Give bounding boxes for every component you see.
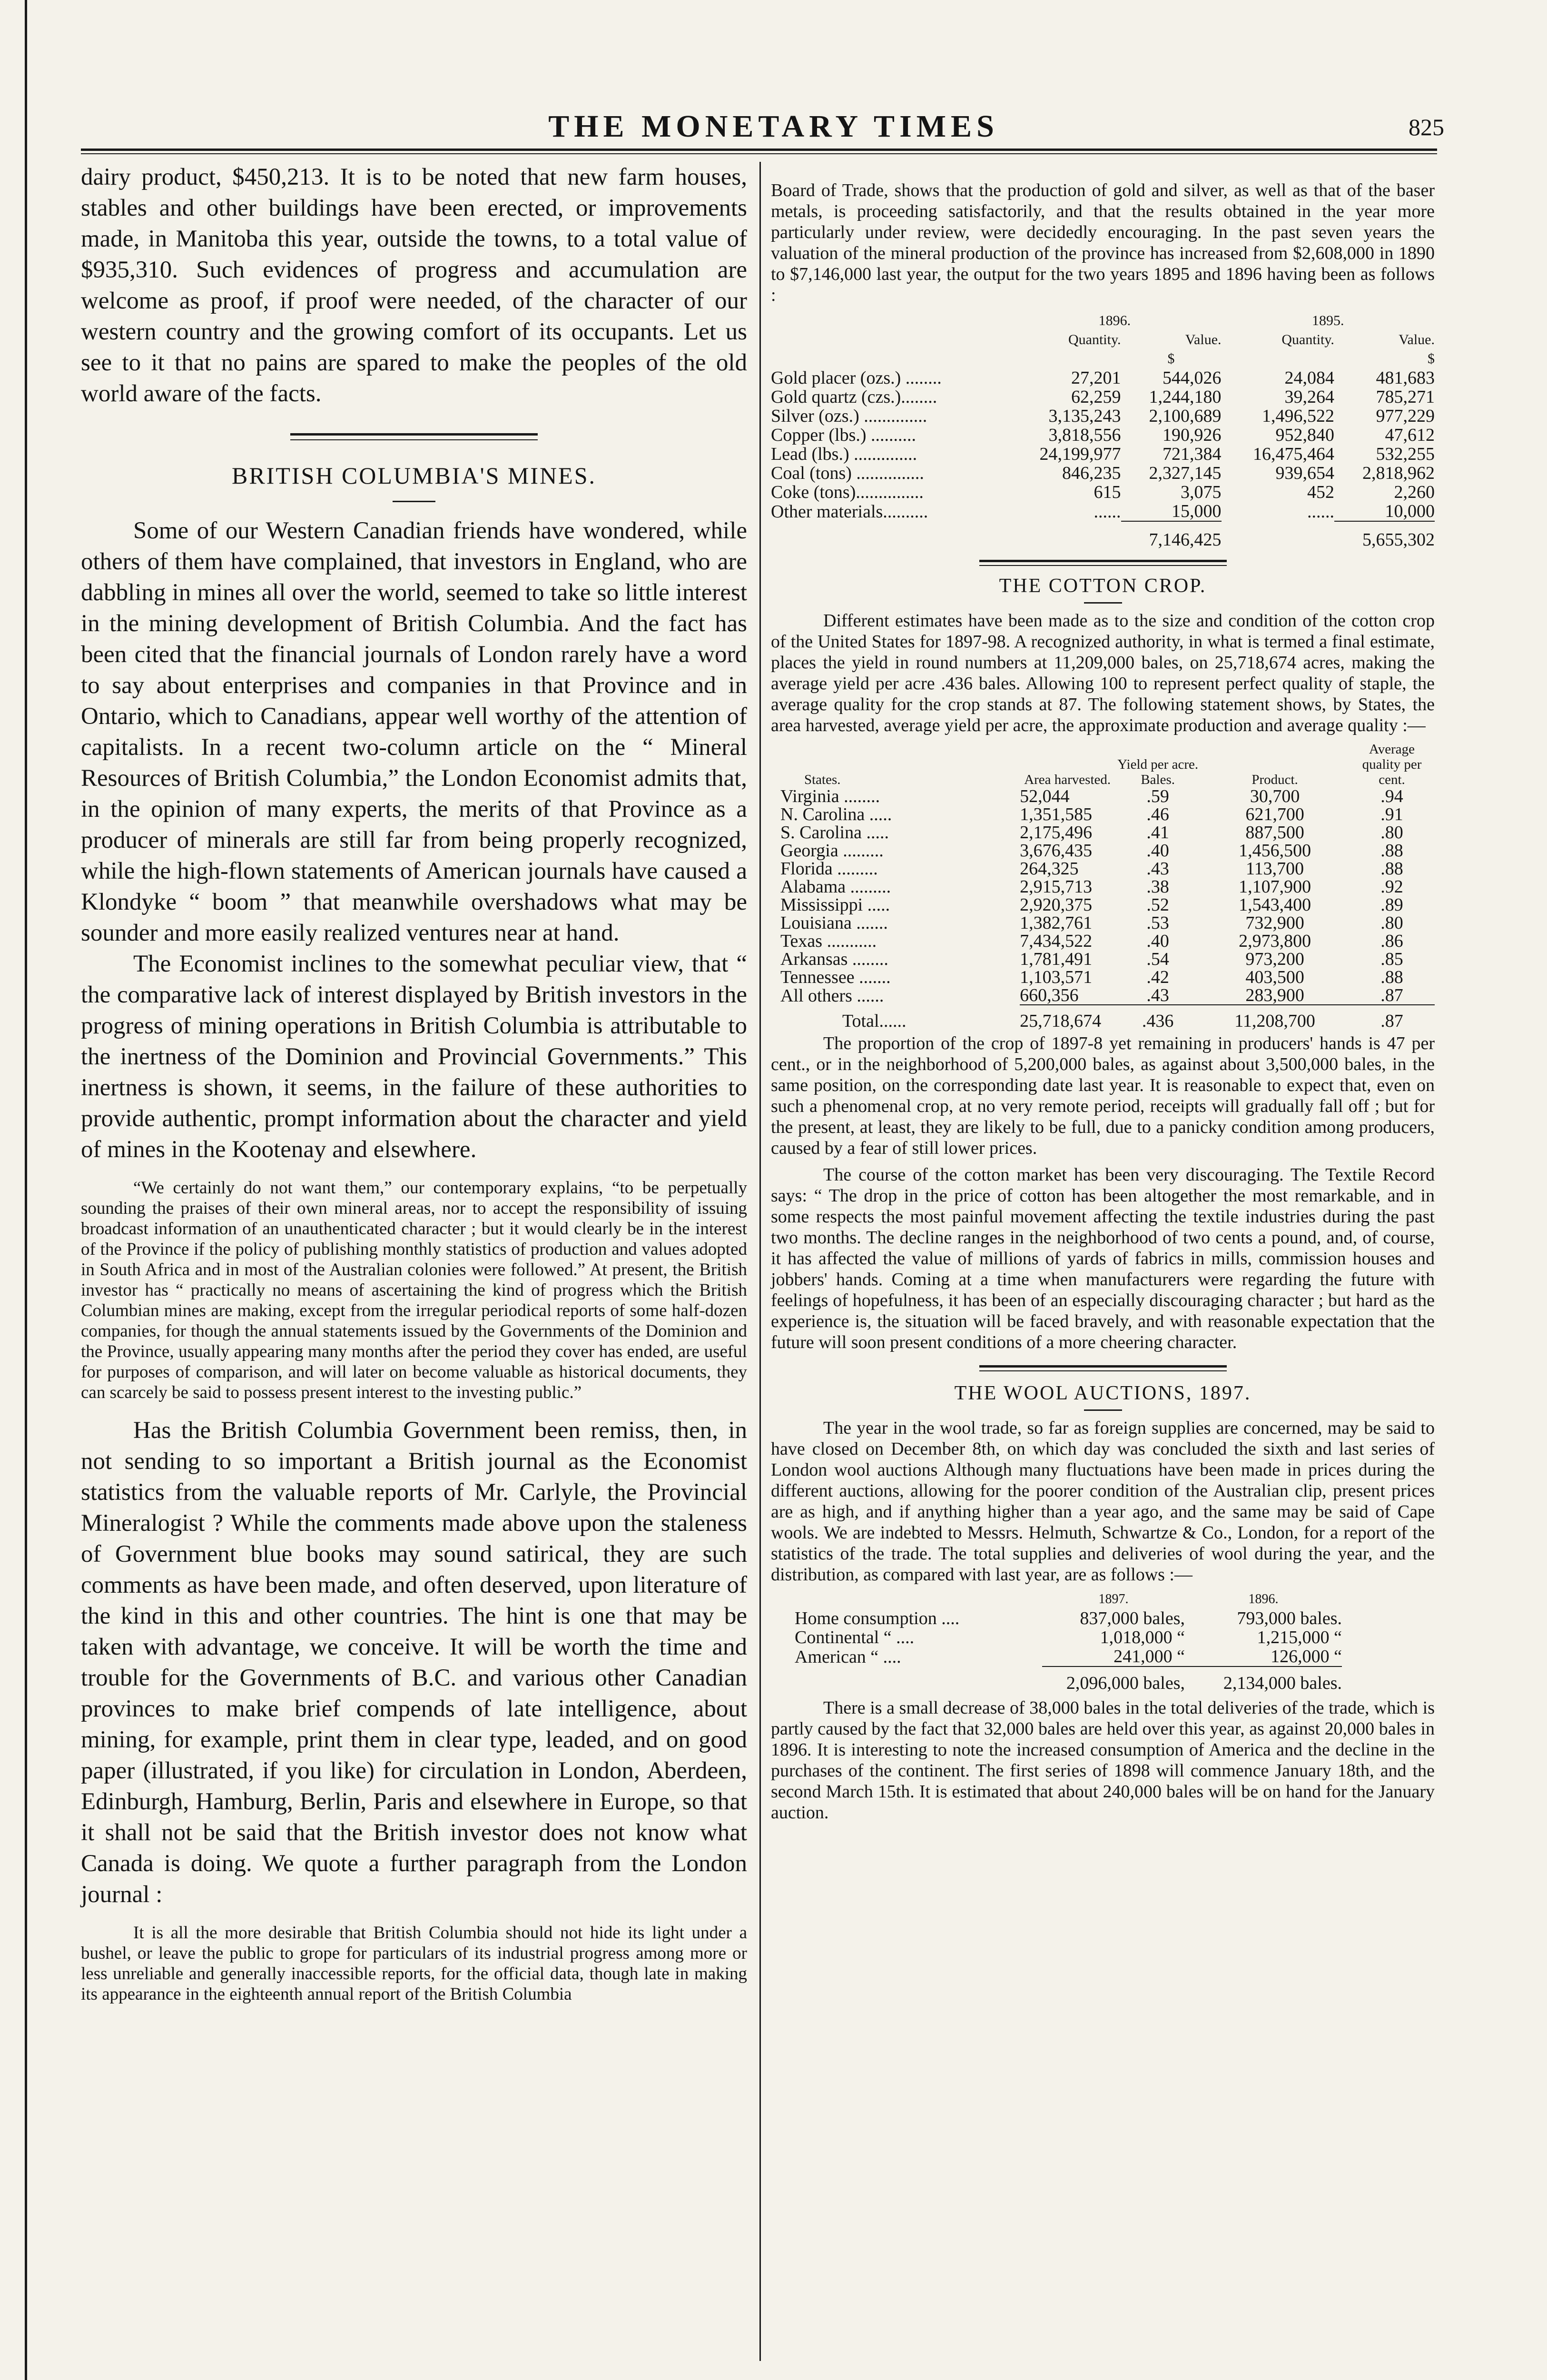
mineral-production-table — [771, 311, 1435, 549]
mineral-row-cell: Gold quartz (czs.)........ — [771, 387, 937, 407]
cotton-total-label: Total...... — [842, 1011, 907, 1031]
quantity-header: Quantity. — [1281, 332, 1334, 347]
cotton-row — [771, 878, 1435, 896]
cotton-row-cell: .40 — [1146, 841, 1169, 861]
cotton-row-cell: Alabama ......... — [780, 877, 891, 897]
title-dash — [1084, 602, 1122, 604]
mineral-row-cell: 1,244,180 — [1149, 387, 1222, 407]
cotton-row-cell: 30,700 — [1250, 786, 1300, 806]
year-1895-header: 1895. — [1312, 313, 1344, 328]
cotton-crop-title: THE COTTON CROP. — [999, 575, 1207, 597]
column-divider — [759, 162, 761, 2361]
wool-paragraph-2: There is a small decrease of 38,000 bales in the total deliveries of the trade, which is partly caused by the fact that 32,000 bales are held over this year, as against 20,000 bales in 1896. It is interesting to note the increased consumption of America and the decline in the purchases of the continent. The first series of 1898 will commence January 18th, and the second March 15th. It is estimated that about 240,000 bales will be on hand for the January auction. — [771, 1698, 1435, 1823]
mineral-row-cell: ...... — [1307, 501, 1334, 522]
mineral-row-cell: Other materials.......... — [771, 501, 928, 522]
year-1896-header: 1896. — [1098, 313, 1131, 328]
area-header: Area harvested. — [1024, 772, 1111, 787]
mineral-row-cell: 3,075 — [1181, 482, 1222, 502]
product-header: Product. — [1251, 772, 1298, 787]
cotton-row-cell: .88 — [1380, 841, 1403, 861]
mineral-row-cell: 2,100,689 — [1149, 406, 1222, 426]
cotton-total-area: 25,718,674 — [1020, 1005, 1115, 1030]
mineral-row-cell: Coke (tons)............... — [771, 482, 924, 502]
cotton-row-cell: .80 — [1380, 823, 1403, 843]
cotton-row-cell: 52,044 — [1020, 786, 1070, 806]
cotton-paragraph-2: The proportion of the crop of 1897-8 yet remaining in producers' hands is 47 per cent., or in the neighborhood of 5,200,000 bales, as against about 3,500,000 bales, in the same position, on the corresponding date last year. It is reasonable to expect that, even on such a phenomenal crop, at no very remote period, receipts will gradually fall off ; but for the present, at least, they are likely to be full, due to a panicky condition among producers, caused by a fear of still lower prices. — [771, 1033, 1435, 1158]
cotton-row-cell: 2,920,375 — [1020, 895, 1093, 915]
wool-row — [795, 1609, 1342, 1628]
cotton-row — [771, 805, 1435, 823]
cotton-row-cell: .80 — [1380, 913, 1403, 933]
cotton-row — [771, 914, 1435, 932]
mineral-row-cell: 977,229 — [1376, 406, 1435, 426]
mineral-row — [771, 483, 1435, 502]
dollar-sign: $ — [1428, 351, 1435, 367]
mineral-total-1896: 7,146,425 — [1121, 521, 1222, 549]
cotton-row-cell: 403,500 — [1245, 967, 1304, 987]
left-column — [81, 162, 747, 2004]
mineral-row-cell: 544,026 — [1163, 368, 1222, 388]
quantity-header: Quantity. — [1068, 332, 1121, 347]
mineral-row-cell: 15,000 — [1172, 501, 1222, 521]
mineral-row-cell: 24,199,977 — [1039, 444, 1121, 464]
mineral-row-cell: 452 — [1307, 482, 1334, 502]
dollar-sign: $ — [1167, 351, 1175, 367]
mineral-row-cell: Gold placer (ozs.) ........ — [771, 368, 942, 388]
mineral-row-cell: 39,264 — [1284, 387, 1334, 407]
cotton-row-cell: 1,781,491 — [1020, 949, 1093, 969]
cotton-row-cell: Louisiana ....... — [780, 913, 888, 933]
bc-quote: “We certainly do not want them,” our contemporary explains, “to be perpetually sounding the praises of their own mineral areas, nor to accept the responsibility of issuing broadcast information of an unauthenticated character ; but it would clearly be in the interest of the Province if the policy of publishing monthly statistics of production and values adopted in South Africa and in most of the Australian colonies were followed.” At present, the British investor has “ practically no means of ascertaining the kind of progress which the British Columbian mines are making, except from the irregular periodical reports of some half-dozen companies, for though the annual statements issued by the Governments of the Dominion and the Province, usually appearing many months after the period they cover has ended, are useful for purposes of comparison, and will later on become valuable as historical documents, they can scarcely be said to possess present interest to the investing public.” — [81, 1178, 747, 1402]
cotton-row — [771, 896, 1435, 914]
cotton-row-cell: Virginia ........ — [780, 786, 880, 806]
cotton-paragraph-3: The course of the cotton market has been very discouraging. The Textile Record says: “ The drop in the price of cotton has been altogether the most remarkable, and in some respects the most painful movement affecting the textile industries during the past two months. The decline ranges in the neighborhood of two cents a pound, and, of course, it has affected the value of millions of yards of fabrics in mills, commission houses and jobbers' hands. Coming at a time when manufacturers were regarding the future with feelings of hopefulness, it has been of an especially discouraging character ; but hard as the experience is, the situation will be faced bravely, and with reasonable expectation that the future will soon present conditions of a more cheering character. — [771, 1165, 1435, 1352]
mineral-row-cell: 2,327,145 — [1149, 463, 1222, 483]
cotton-row-cell: 1,351,585 — [1020, 804, 1093, 824]
wool-row-cell: Continental “ .... — [795, 1627, 915, 1647]
wool-row — [795, 1628, 1342, 1647]
cotton-row-cell: Florida ......... — [780, 859, 878, 879]
mineral-row-cell: Copper (lbs.) .......... — [771, 425, 916, 445]
value-header: Value. — [1185, 332, 1222, 347]
mineral-row — [771, 445, 1435, 464]
value-header: Value. — [1399, 332, 1435, 347]
mineral-row-cell: 3,135,243 — [1048, 406, 1121, 426]
wool-year-1896: 1896. — [1248, 1592, 1279, 1606]
wool-auctions-title: THE WOOL AUCTIONS, 1897. — [954, 1382, 1251, 1404]
cotton-row-cell: All others ...... — [780, 985, 884, 1006]
mineral-row-cell: 481,683 — [1376, 368, 1435, 388]
cotton-row-cell: 732,900 — [1245, 913, 1304, 933]
section-rule — [979, 560, 1227, 562]
mineral-row-cell: 615 — [1094, 482, 1121, 502]
mineral-row-cell: 2,818,962 — [1362, 463, 1435, 483]
mineral-row — [771, 368, 1435, 387]
wool-row-cell: 241,000 “ — [1113, 1646, 1185, 1666]
cotton-row-cell: 2,973,800 — [1239, 931, 1311, 951]
yield-header: Yield per acre. Bales. — [1117, 757, 1199, 787]
mineral-row-cell: 952,840 — [1275, 425, 1334, 445]
wool-row-cell: 126,000 “ — [1271, 1646, 1342, 1666]
cotton-row — [771, 968, 1435, 986]
cotton-row-cell: .92 — [1380, 877, 1403, 897]
cotton-total-yield: .436 — [1115, 1005, 1201, 1030]
mineral-row — [771, 426, 1435, 445]
bc-paragraph-3: Has the British Columbia Government been remiss, then, in not sending to so important a British journal as the Economist statistics from the valuable reports of Mr. Carlyle, the Provincial Mineralogist ? While the comments made above upon the staleness of Government blue books may sound satirical, they are such comments as have been made, and often deserved, upon literature of the kind in this and other countries. The hint is one that may be taken with advantage, we conceive. It will be worth the time and trouble for the Governments of B.C. and various other Canadian provinces to make brief compends of late intelligence, about mining, for example, print them in clear type, leaded, and on good paper (illustrated, if you like) for circulation in London, Aberdeen, Edinburgh, Hamburg, Berlin, Paris and elsewhere in Europe, so that it shall not be said that the British investor does not know what Canada is doing. We quote a further paragraph from the London journal : — [81, 1417, 747, 1908]
cotton-row-cell: Texas ........... — [780, 931, 877, 951]
mineral-row-cell: 27,201 — [1071, 368, 1121, 388]
cotton-row-cell: .89 — [1380, 895, 1403, 915]
cotton-row — [771, 860, 1435, 878]
mineral-row-cell: Silver (ozs.) .............. — [771, 406, 927, 426]
cotton-row-cell: 887,500 — [1245, 823, 1304, 843]
wool-row-cell: American “ .... — [795, 1646, 901, 1667]
cotton-row-cell: Tennessee ....... — [780, 967, 891, 987]
cotton-row-cell: 113,700 — [1246, 859, 1304, 879]
section-rule — [290, 433, 538, 436]
cotton-row-cell: 2,175,496 — [1020, 823, 1093, 843]
cotton-row-cell: 1,456,500 — [1239, 841, 1311, 861]
cotton-paragraph-1: Different estimates have been made as to the size and condition of the cotton crop of the United States for 1897-98. A recognized authority, in what is termed a final estimate, places the yield in round numbers at 11,209,000 bales, on 25,718,674 acres, making the average yield per acre .436 bales. Allowing 100 to represent perfect quality of staple, the average quality for the crop stands at 87. The following statement shows, by States, the area harvested, average yield per acre, the approximate production and average quality :— — [771, 611, 1435, 735]
quality-header: Average quality per cent. — [1362, 742, 1422, 787]
bc-mines-title: BRITISH COLUMBIA'S MINES. — [231, 462, 596, 489]
cotton-row-cell: 1,107,900 — [1239, 877, 1311, 897]
wool-total-1896: 2,134,000 bales. — [1185, 1666, 1342, 1693]
wool-row-cell: 793,000 bales. — [1237, 1608, 1342, 1628]
cotton-row-cell: .41 — [1146, 823, 1169, 843]
mineral-row — [771, 387, 1435, 407]
title-dash — [1084, 1409, 1122, 1411]
cotton-row-cell: .52 — [1146, 895, 1169, 915]
wool-paragraph-1: The year in the wool trade, so far as foreign supplies are concerned, may be said to have closed on December 8th, on which day was concluded the sixth and last series of London wool auctions Although many fluctuations have been made in prices during the different auctions, allowing for the poorer condition of the Australian clip, present prices are as high, and if anything higher than a year ago, and the same may be said of Cape wools. We are indebted to Messrs. Helmuth, Schwartze & Co., London, for a report of the statistics of the trade. The total supplies and deliveries of wool during the year, and the distribution, as compared with last year, are as follows :— — [771, 1418, 1435, 1585]
cotton-row-cell: .86 — [1380, 931, 1403, 951]
cotton-row-cell: 3,676,435 — [1020, 841, 1093, 861]
masthead-rule-thin — [81, 153, 1437, 154]
cotton-row-cell: .40 — [1146, 931, 1169, 951]
wool-year-1897: 1897. — [1098, 1592, 1129, 1606]
title-dash — [393, 501, 435, 502]
mineral-row-cell: 10,000 — [1385, 501, 1435, 521]
mineral-row-cell: 532,255 — [1376, 444, 1435, 464]
cotton-row-cell: 973,200 — [1245, 949, 1304, 969]
cotton-row-cell: .85 — [1380, 949, 1403, 969]
cotton-total-quality: .87 — [1349, 1005, 1435, 1030]
right-column — [771, 180, 1435, 1823]
cotton-row-cell: N. Carolina ..... — [780, 804, 892, 824]
page-number: 825 — [1409, 114, 1444, 140]
cotton-row-cell: Arkansas ........ — [780, 949, 888, 969]
paragraph-dairy: dairy product, $450,213. It is to be noted that new farm houses, stables and other buildings have been erected, or improvements made, in Manitoba this year, outside the towns, to a total value of $935,310. Such evidences of progress and accumulation are welcome as proof, if proof were needed, of the character of our western country and the growing comfort of its occupants. Let us see to it that no pains are spared to make the peoples of the old world aware of the facts. — [81, 164, 747, 407]
cotton-row-cell: 1,103,571 — [1020, 967, 1093, 987]
wool-total-1897: 2,096,000 bales, — [1042, 1666, 1185, 1693]
cotton-row — [771, 950, 1435, 968]
cotton-row-cell: 621,700 — [1245, 804, 1304, 824]
section-rule-thin — [979, 1370, 1227, 1371]
cotton-row-cell: 7,434,522 — [1020, 931, 1093, 951]
section-rule-thin — [979, 565, 1227, 566]
mineral-total-1895: 5,655,302 — [1334, 521, 1435, 549]
mineral-row-cell: 846,235 — [1062, 463, 1121, 483]
wool-row-cell: 1,018,000 “ — [1100, 1627, 1185, 1647]
mineral-row — [771, 407, 1435, 426]
mineral-row-cell: 1,496,522 — [1261, 406, 1334, 426]
cotton-row — [771, 986, 1435, 1005]
cotton-row-cell: .43 — [1146, 985, 1169, 1005]
cotton-row-cell: Mississippi ..... — [780, 895, 890, 915]
mineral-row-cell: 2,260 — [1394, 482, 1435, 502]
mineral-row-cell: Lead (lbs.) .............. — [771, 444, 917, 464]
cotton-row-cell: Georgia ......... — [780, 841, 884, 861]
cotton-row-cell: .46 — [1146, 804, 1169, 824]
cotton-crop-table — [771, 742, 1435, 1030]
bc-paragraph-1: Some of our Western Canadian friends have wondered, while others of them have complained, that investors in England, who are dabbling in mines all over the world, seemed to take so little interest in the mining development of British Columbia. And the fact has been cited that the financial journals of London rarely have a word to say about enterprises and companies in that Province and in Ontario, which to Canadians, appear well worthy of the attention of capitalists. In a recent two-column article on the “ Mineral Resources of British Columbia,” the London Economist admits that, in the opinion of many experts, the merits of that Province as a producer of minerals are still far from being properly recognized, while the high-flown statements of American journals have caused a Klondyke “ boom ” that meanwhile overshadows what may be sounder and more easily realized ventures near at hand. — [81, 517, 747, 946]
masthead-rule — [81, 149, 1437, 151]
mineral-row-cell: 785,271 — [1376, 387, 1435, 407]
cotton-row — [771, 932, 1435, 950]
mineral-row-cell: ...... — [1094, 501, 1121, 522]
mineral-row-cell: 3,818,556 — [1048, 425, 1121, 445]
cotton-row — [771, 842, 1435, 860]
cotton-total-product: 11,208,700 — [1201, 1005, 1349, 1030]
mineral-row-cell: Coal (tons) ............... — [771, 463, 924, 483]
mineral-row-cell: 16,475,464 — [1252, 444, 1334, 464]
wool-row-cell: 837,000 bales, — [1080, 1608, 1185, 1628]
masthead: THE MONETARY TIMES — [548, 109, 999, 144]
mineral-row — [771, 464, 1435, 483]
cotton-row-cell: .38 — [1146, 877, 1169, 897]
cotton-row-cell: .88 — [1380, 859, 1403, 879]
board-of-trade-paragraph: Board of Trade, shows that the production of gold and silver, as well as that of the baser metals, is proceeding satisfactorily, and that the results obtained in the year more particularly under review, were decidedly encouraging. In the past seven years the valuation of the mineral production of the province has increased from $2,608,000 in 1890 to $7,146,000 last year, the output for the two years 1895 and 1896 having been as follows : — [771, 180, 1435, 305]
cotton-row-cell: .43 — [1146, 859, 1169, 879]
wool-table — [795, 1590, 1342, 1693]
mineral-row-cell: 190,926 — [1163, 425, 1222, 445]
mineral-row — [771, 502, 1435, 521]
cotton-row-cell: .53 — [1146, 913, 1169, 933]
cotton-row-cell: .59 — [1146, 786, 1169, 806]
cotton-row — [771, 787, 1435, 805]
bc-quote-2: It is all the more desirable that British Columbia should not hide its light under a bushel, or leave the public to grope for particulars of its industrial progress among more or less unreliable and generally inaccessible reports, for the official data, though late in making its appearance in the eighteenth annual report of the British Columbia — [81, 1923, 747, 2004]
cotton-row-cell: .88 — [1380, 967, 1403, 987]
section-rule-thin — [290, 439, 538, 440]
cotton-row — [771, 823, 1435, 842]
cotton-row-cell: 1,382,761 — [1020, 913, 1093, 933]
cotton-row-cell: .42 — [1146, 967, 1169, 987]
wool-row — [795, 1647, 1342, 1666]
cotton-row-cell: 2,915,713 — [1020, 877, 1093, 897]
bc-paragraph-2: The Economist inclines to the somewhat peculiar view, that “ the comparative lack of interest displayed by British investors in the progress of mining operations in British Columbia is attributable to the inertness of the Dominion and Provincial Governments.” This inertness is shown, it seems, in the failure of these authorities to provide authentic, prompt information about the character and yield of mines in the Kootenay and elsewhere. — [81, 951, 747, 1163]
cotton-row-cell: .54 — [1146, 949, 1169, 969]
section-rule — [979, 1365, 1227, 1368]
cotton-row-cell: 660,356 — [1020, 985, 1079, 1005]
mineral-row-cell: 47,612 — [1385, 425, 1435, 445]
cotton-row-cell: .91 — [1380, 804, 1403, 824]
cotton-row-cell: 264,325 — [1020, 859, 1079, 879]
cotton-row-cell: S. Carolina ..... — [780, 823, 889, 843]
mineral-row-cell: 24,084 — [1284, 368, 1334, 388]
wool-row-cell: Home consumption .... — [795, 1608, 960, 1628]
cotton-row-cell: .94 — [1380, 786, 1403, 806]
cotton-row-cell: .87 — [1380, 985, 1403, 1005]
wool-row-cell: 1,215,000 “ — [1257, 1627, 1342, 1647]
mineral-row-cell: 939,654 — [1275, 463, 1334, 483]
mineral-row-cell: 721,384 — [1163, 444, 1222, 464]
cotton-row-cell: 283,900 — [1245, 985, 1304, 1005]
mineral-row-cell: 62,259 — [1071, 387, 1121, 407]
states-header: States. — [804, 772, 841, 787]
cotton-row-cell: 1,543,400 — [1239, 895, 1311, 915]
page-left-edge — [25, 0, 27, 2380]
